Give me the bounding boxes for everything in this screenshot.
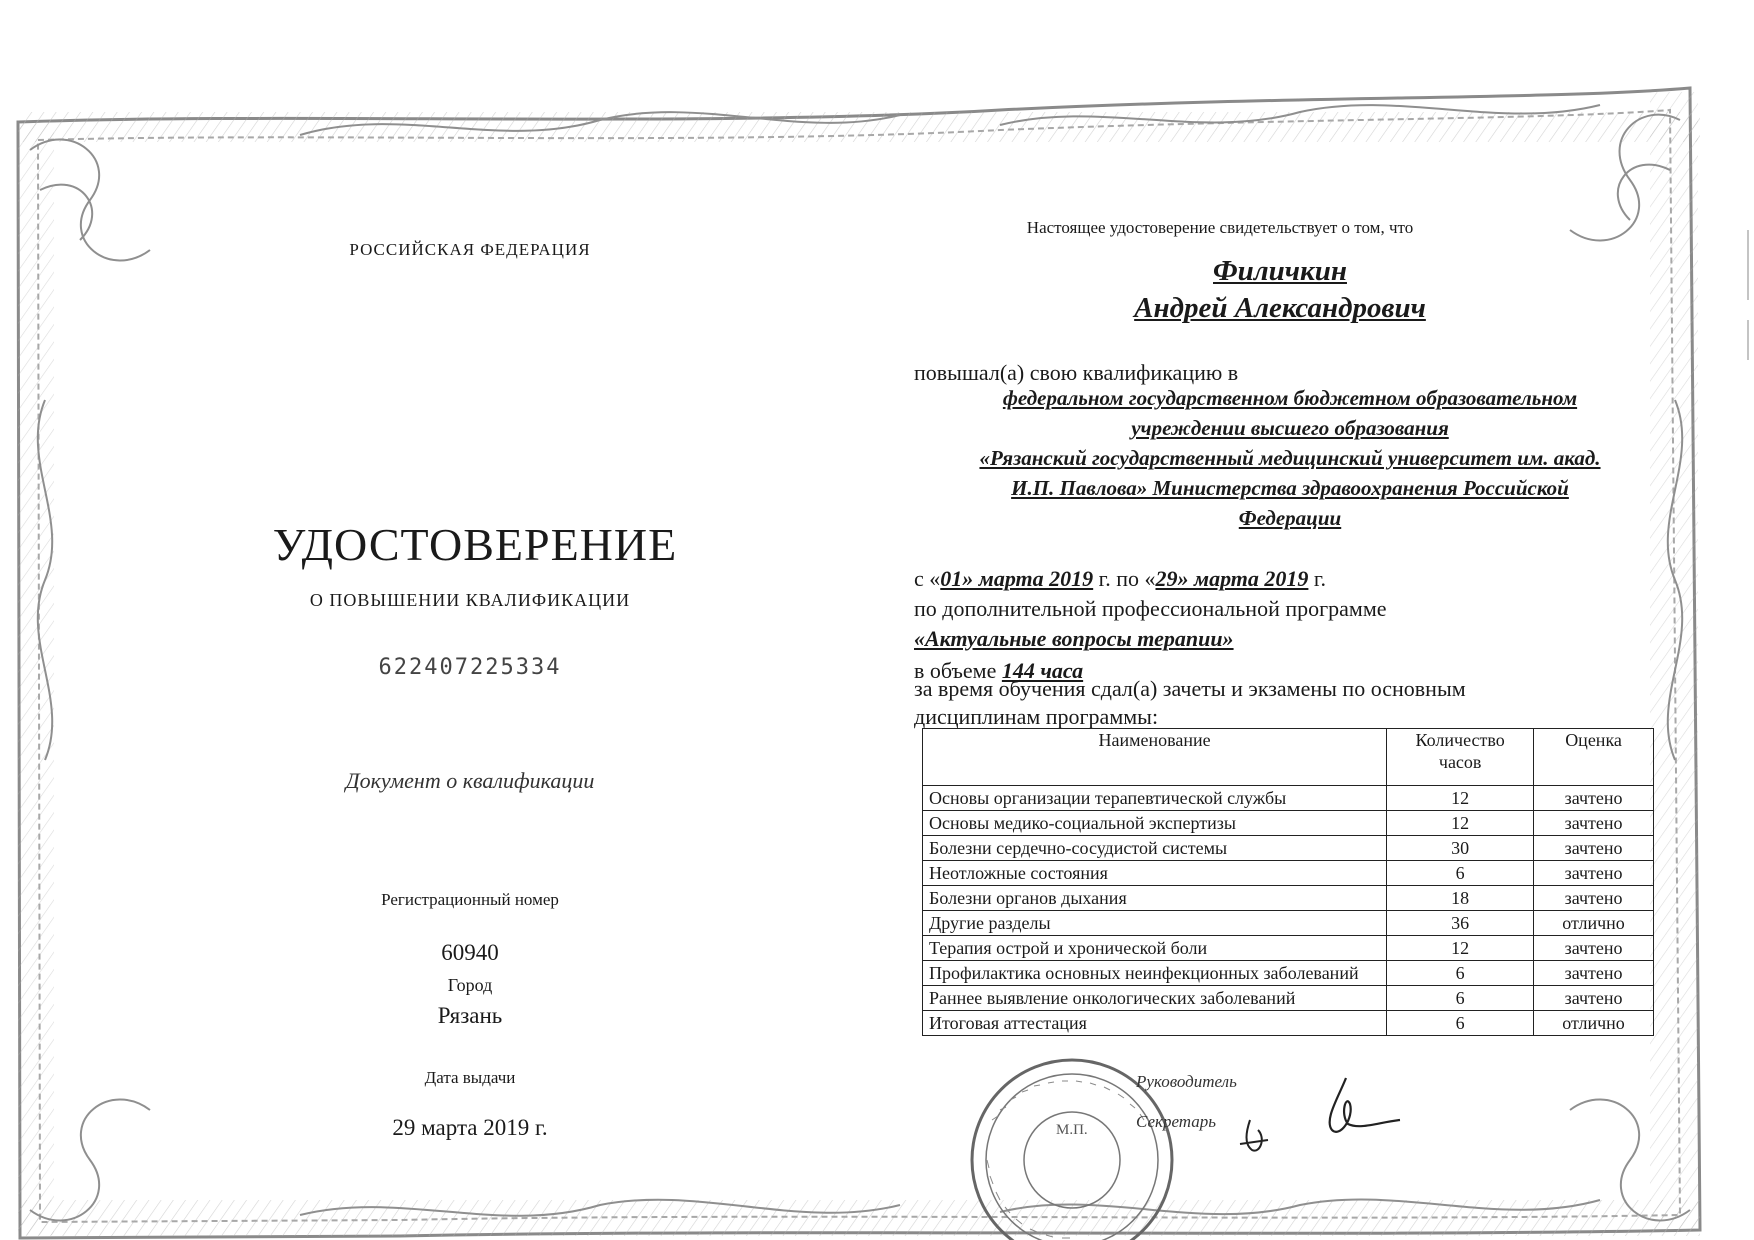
table-row — [923, 911, 1654, 936]
stamp-center-text: М.П. — [1056, 1122, 1088, 1138]
volume-prefix: в объеме — [914, 658, 1002, 683]
qualified-in-label: повышал(а) свою квалификацию в — [914, 360, 1239, 385]
discipline-hours: 30 — [1387, 836, 1534, 861]
institution-name — [910, 383, 1670, 533]
exams-line-2: дисциплинам программы: — [914, 704, 1159, 729]
discipline-grade: зачтено — [1534, 861, 1654, 886]
table-row — [923, 936, 1654, 961]
discipline-grade: отлично — [1534, 1011, 1654, 1036]
period-suffix: г. — [1308, 566, 1326, 591]
certificate-intro: Настоящее удостоверение свидетельствует о том, что — [1026, 218, 1414, 237]
discipline-hours: 12 — [1387, 936, 1534, 961]
document-title: УДОСТОВЕРЕНИЕ — [272, 519, 678, 570]
discipline-grade: зачтено — [1534, 961, 1654, 986]
discipline-hours: 12 — [1387, 811, 1534, 836]
disciplines-table — [922, 728, 1654, 1036]
discipline-name: Основы медико-социальной экспертизы — [923, 811, 1387, 836]
city-label: Город — [447, 975, 493, 995]
registration-label: Регистрационный номер — [381, 890, 559, 909]
city-value: Рязань — [437, 1003, 503, 1028]
header-name: Наименование — [923, 729, 1387, 786]
header-grade: Оценка — [1534, 729, 1654, 786]
program-label: по дополнительной профессиональной программе — [914, 596, 1387, 621]
institution-line: «Рязанский государственный медицинский университет им. акад. — [979, 446, 1601, 470]
discipline-grade: отлично — [1534, 911, 1654, 936]
discipline-hours: 6 — [1387, 961, 1534, 986]
study-period — [914, 566, 1326, 592]
head-signature — [1330, 1078, 1400, 1132]
country-label: РОССИЙСКАЯ ФЕДЕРАЦИЯ — [349, 240, 591, 259]
discipline-name: Неотложные состояния — [923, 861, 1387, 886]
discipline-name: Болезни сердечно-сосудистой системы — [923, 836, 1387, 861]
table-row — [923, 861, 1654, 886]
table-row — [923, 836, 1654, 861]
volume-value: 144 часа — [1001, 658, 1084, 683]
head-signature-label: Руководитель — [1136, 1072, 1237, 1091]
period-mid: г. по « — [1093, 566, 1156, 591]
exams-line-1: за время обучения сдал(а) зачеты и экзамены по основным — [914, 676, 1466, 701]
table-row — [923, 961, 1654, 986]
recipient-given-names: Андрей Александрович — [1134, 292, 1426, 324]
discipline-hours: 6 — [1387, 861, 1534, 886]
discipline-name: Итоговая аттестация — [923, 1011, 1387, 1036]
period-from-prefix: с « — [914, 566, 941, 591]
issue-date-label: Дата выдачи — [424, 1068, 516, 1087]
discipline-grade: зачтено — [1534, 986, 1654, 1011]
document-kind: Документ о квалификации — [345, 768, 595, 793]
discipline-grade: зачтено — [1534, 836, 1654, 861]
handwritten-signatures — [1220, 1060, 1420, 1170]
table-row — [923, 986, 1654, 1011]
registration-number: 60940 — [441, 940, 499, 965]
serial-number: 622407225334 — [378, 655, 562, 680]
discipline-name: Раннее выявление онкологических заболеваний — [923, 986, 1387, 1011]
discipline-name: Основы организации терапевтической службы — [923, 786, 1387, 811]
table-row — [923, 886, 1654, 911]
discipline-name: Профилактика основных неинфекционных заболеваний — [923, 961, 1387, 986]
institution-line: Федерации — [1238, 506, 1342, 530]
period-to-date: 29» марта 2019 — [1155, 566, 1309, 591]
discipline-hours: 18 — [1387, 886, 1534, 911]
discipline-grade: зачтено — [1534, 786, 1654, 811]
discipline-hours: 6 — [1387, 1011, 1534, 1036]
institution-line: И.П. Павлова» Министерства здравоохранения Российской — [1011, 476, 1569, 500]
document-subtitle: О ПОВЫШЕНИИ КВАЛИФИКАЦИИ — [309, 590, 631, 610]
recipient-surname: Филичкин — [1213, 255, 1347, 287]
institution-line: федеральном государственном бюджетном образовательном — [1002, 386, 1578, 410]
discipline-grade: зачтено — [1534, 811, 1654, 836]
table-row — [923, 811, 1654, 836]
institution-line: учреждении высшего образования — [1131, 416, 1449, 440]
discipline-grade: зачтено — [1534, 886, 1654, 911]
header-hours: Количество часов — [1387, 729, 1534, 786]
table-header-row — [923, 729, 1654, 786]
discipline-grade: зачтено — [1534, 936, 1654, 961]
table-row — [923, 786, 1654, 811]
period-from-date: 01» марта 2019 — [940, 566, 1094, 591]
program-name: «Актуальные вопросы терапии» — [914, 626, 1234, 651]
secretary-signature — [1240, 1120, 1268, 1151]
discipline-name: Болезни органов дыхания — [923, 886, 1387, 911]
issue-date-value: 29 марта 2019 г. — [392, 1115, 548, 1140]
discipline-hours: 12 — [1387, 786, 1534, 811]
table-row — [923, 1011, 1654, 1036]
secretary-signature-label: Секретарь — [1136, 1112, 1216, 1131]
discipline-name: Другие разделы — [923, 911, 1387, 936]
discipline-hours: 6 — [1387, 986, 1534, 1011]
discipline-hours: 36 — [1387, 911, 1534, 936]
discipline-name: Терапия острой и хронической боли — [923, 936, 1387, 961]
